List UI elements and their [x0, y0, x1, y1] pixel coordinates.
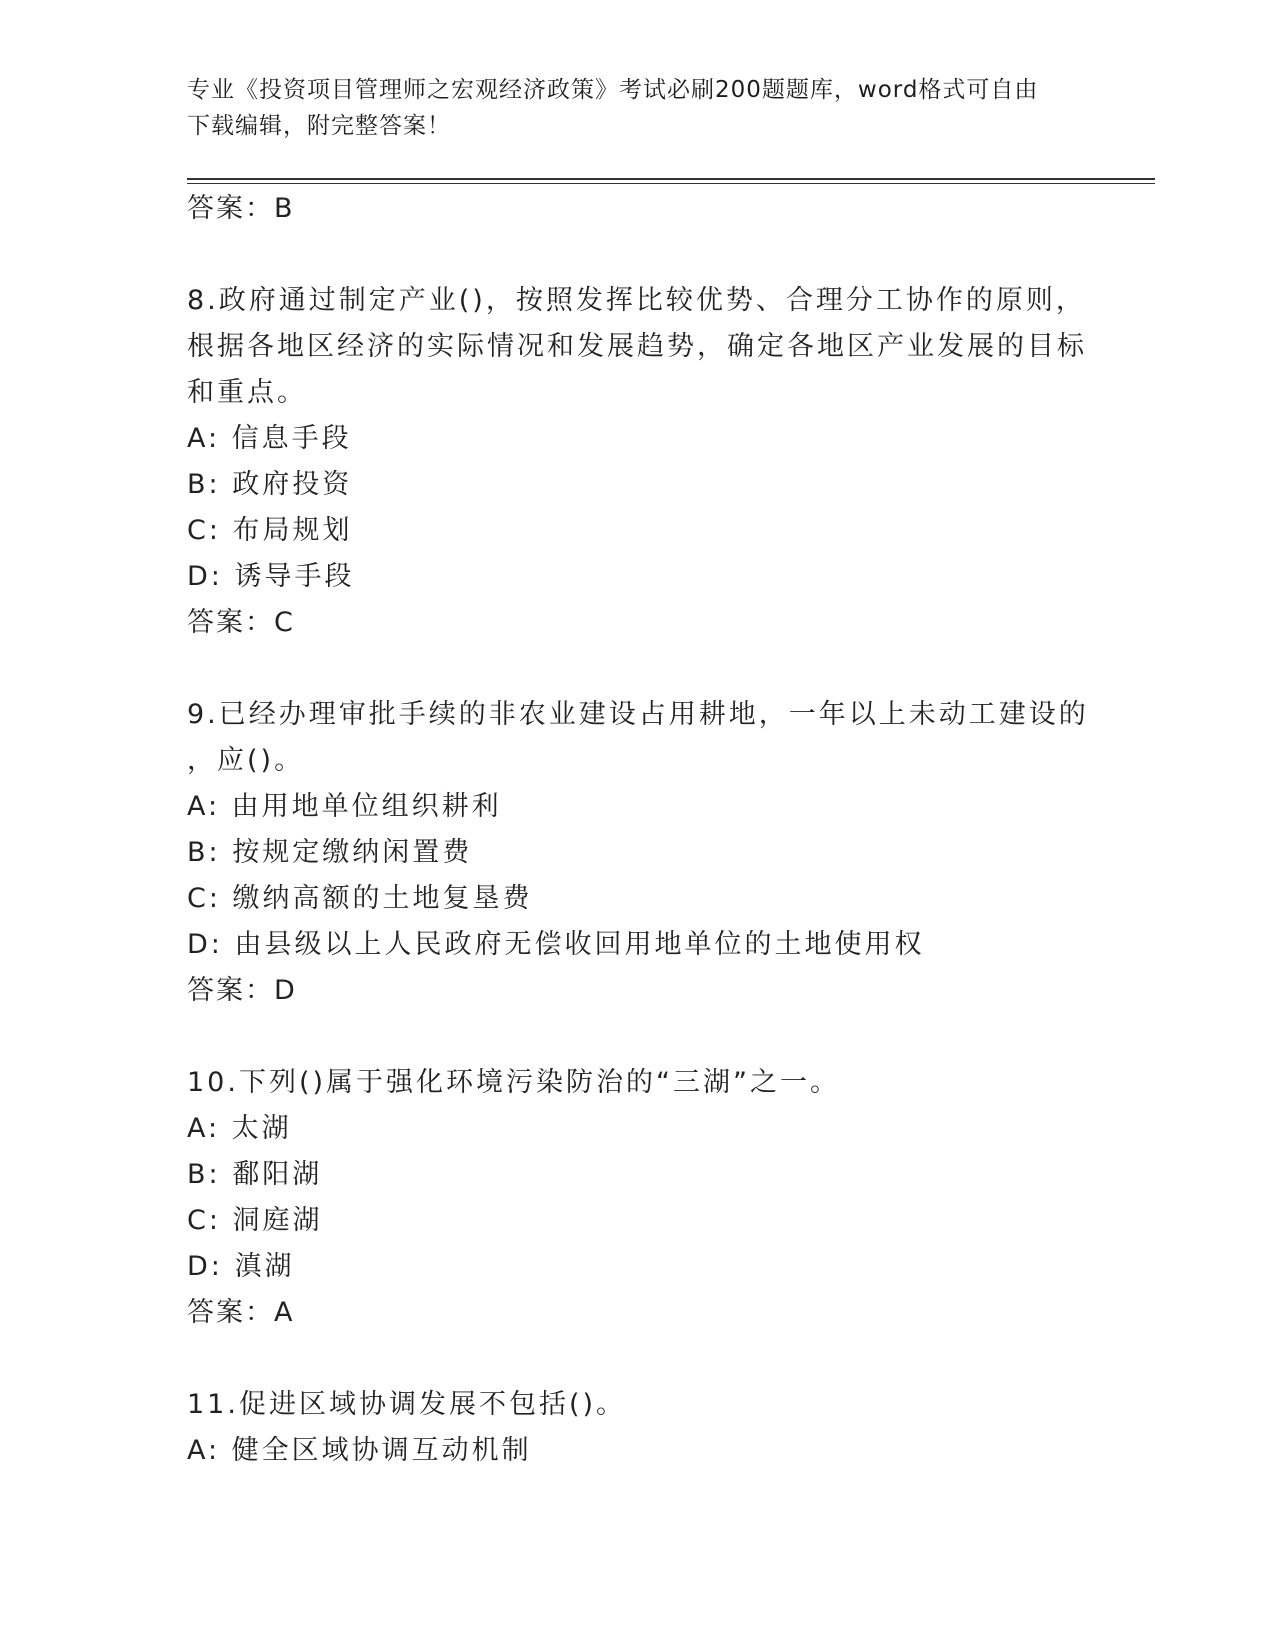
question-text-line: 9.已经办理审批手续的非农业建设占用耕地，一年以上未动工建设的	[187, 699, 1089, 730]
option-a: A: 信息手段	[187, 423, 352, 454]
question-text-line: 和重点。	[187, 377, 307, 408]
answer-line: 答案：A	[187, 1297, 295, 1328]
question-text-line: 根据各地区经济的实际情况和发展趋势，确定各地区产业发展的目标	[187, 331, 1087, 362]
option-a: A: 太湖	[187, 1113, 292, 1144]
option-b: B: 政府投资	[187, 469, 353, 500]
header-divider-thin	[187, 183, 1155, 184]
question-8	[187, 278, 1087, 646]
question-text-line: 8.政府通过制定产业()，按照发挥比较优势、合理分工协作的原则，	[187, 285, 1086, 316]
question-text-line: 11.促进区域协调发展不包括()。	[187, 1389, 627, 1420]
question-9	[187, 692, 1087, 1014]
document-header	[187, 72, 1087, 144]
spacer	[187, 1014, 1087, 1060]
option-b: B: 鄱阳湖	[187, 1159, 323, 1190]
option-d: D: 滇湖	[187, 1251, 295, 1282]
option-a: A: 健全区域协调互动机制	[187, 1435, 532, 1466]
answer-line: 答案：C	[187, 607, 295, 638]
question-11	[187, 1382, 1087, 1474]
spacer	[187, 646, 1087, 692]
option-b: B: 按规定缴纳闲置费	[187, 837, 473, 868]
header-line-2: 下载编辑，附完整答案！	[187, 113, 451, 139]
option-a: A: 由用地单位组织耕利	[187, 791, 502, 822]
spacer	[187, 232, 1087, 278]
header-line-1: 专业《投资项目管理师之宏观经济政策》考试必刷200题题库，word格式可自由	[187, 77, 1039, 103]
question-10	[187, 1060, 1087, 1336]
header-divider-thick	[187, 178, 1155, 180]
option-d: D: 诱导手段	[187, 561, 355, 592]
question-text-line: 10.下列()属于强化环境污染防治的“三湖”之一。	[187, 1067, 840, 1098]
answer-line: 答案：B	[187, 193, 295, 224]
document-body	[187, 186, 1087, 1474]
spacer	[187, 1336, 1087, 1382]
option-c: C: 洞庭湖	[187, 1205, 323, 1236]
option-c: C: 布局规划	[187, 515, 353, 546]
option-d: D: 由县级以上人民政府无偿收回用地单位的土地使用权	[187, 929, 925, 960]
question-text-line: ，应()。	[187, 745, 305, 776]
answer-line: 答案：D	[187, 975, 297, 1006]
option-c: C: 缴纳高额的土地复垦费	[187, 883, 533, 914]
